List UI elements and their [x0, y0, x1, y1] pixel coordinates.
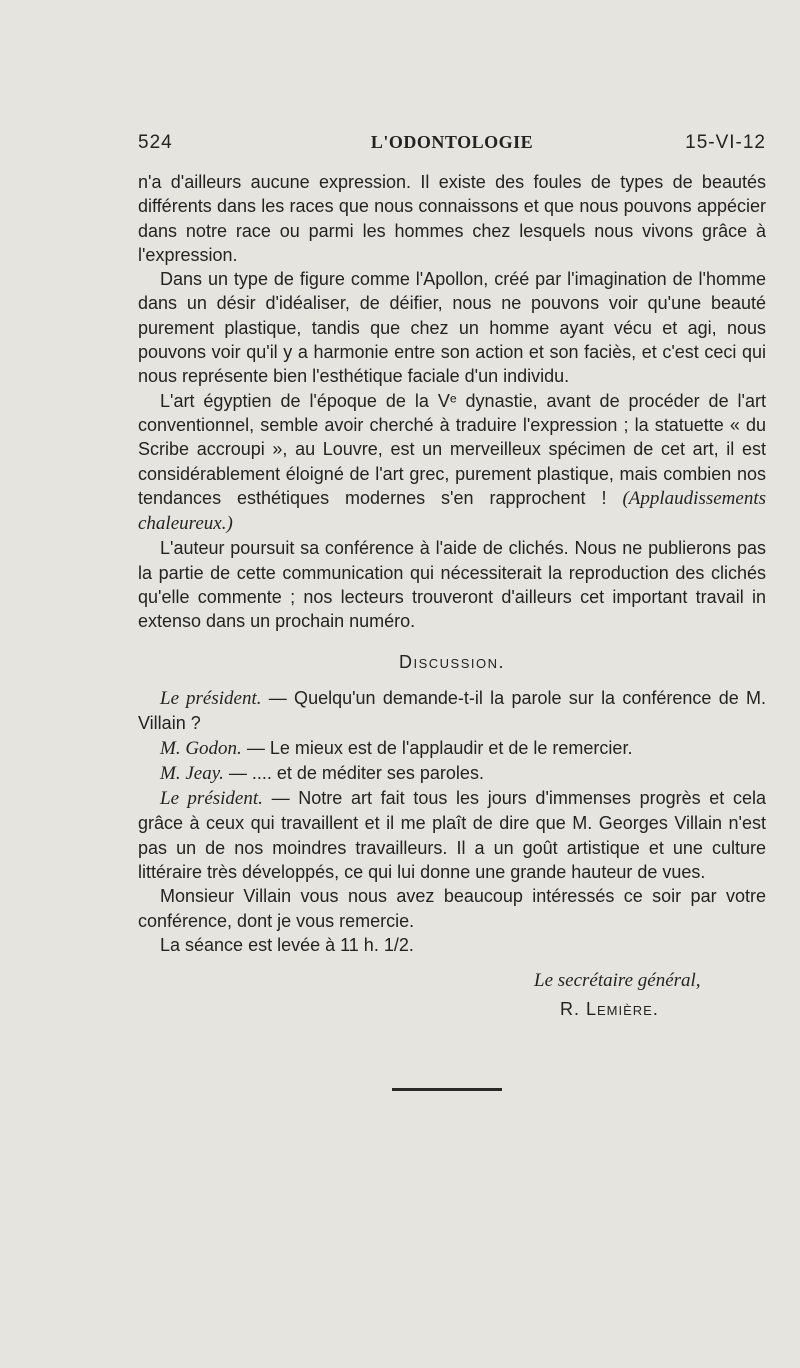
- paragraph-2: Dans un type de figure comme l'Apollon, créé par l'imagination de l'homme dans un désir d'idéaliser, de déifier, nous ne pouvons voir qu'une beauté purement plastique, tandis que chez un homme ayant vécu et agi, nous pouvons voir qu'il y a harmonie entre son action et son faciès, et c'est ceci qui nous représente bien l'esthétique faciale d'un individu.: [138, 269, 766, 387]
- speaker-name: M. Godon.: [160, 737, 242, 759]
- issue-date: 15-VI-12: [685, 132, 766, 153]
- signature-block: [138, 967, 766, 1023]
- discussion-item: [138, 761, 766, 786]
- applause-note: (Applaudissements chaleureux.): [138, 487, 766, 535]
- page-header: [138, 132, 766, 158]
- adjournment-line: La séance est levée à 11 h. 1/2.: [160, 934, 414, 955]
- discussion-item: [138, 686, 766, 736]
- closing-paragraph: Monsieur Villain vous nous avez beaucoup intéressés ce soir par votre conférence, dont je vous remercie.: [138, 886, 766, 931]
- paragraph-3-text: L'art égyptien de l'époque de la Vᵉ dynastie, avant de procéder de l'art conventionnel, semble avoir cherché à traduire l'expression ; la statuette « du Scribe accroupi », au Louvre, est un merveilleux spécimen de cet art, il est considérablement éloigné de l'art grec, purement plastique, mais combien nos tendances esthétiques modernes s'en rapprochent !: [138, 390, 766, 508]
- speaker-name: Le président.: [160, 788, 263, 810]
- end-rule: [392, 1088, 502, 1091]
- paragraph-1: n'a d'ailleurs aucune expression. Il existe des foules de types de beautés différents dans les races que nous connaissons et que nous pouvons appécier dans notre race ou parmi les hommes chez lesquels nous vivons grâce à l'expression.: [138, 172, 766, 265]
- signature-title: Le secrétaire général,: [534, 970, 701, 992]
- document-page: [138, 132, 766, 1023]
- body-text: [138, 170, 766, 957]
- speaker-text: — Quelqu'un demande-t-il la parole sur la conférence de M. Villain ?: [138, 687, 766, 734]
- speaker-name: M. Jeay.: [160, 762, 224, 784]
- discussion-item: [138, 736, 766, 761]
- journal-title: L'ODONTOLOGIE: [370, 132, 534, 152]
- discussion-item: [138, 786, 766, 884]
- discussion-heading: Discussion.: [398, 651, 505, 672]
- signature-name: R. Lemière.: [560, 999, 659, 1020]
- speaker-text: — Notre art fait tous les jours d'immenses progrès et cela grâce à ceux qui travaillent et il me plaît de dire que M. Georges Villain n'est pas un de nos moindres travailleurs. Il a un goût artistique et une culture littéraire très développés, ce qui lui donne une grande hauteur de vues.: [138, 788, 767, 883]
- paragraph-4: L'auteur poursuit sa conférence à l'aide de clichés. Nous ne publierons pas la partie de cette communication qui nécessiterait la reproduction des clichés qu'elle commente ; nos lecteurs trouveront d'ailleurs cet important travail in extenso dans un prochain numéro.: [138, 538, 766, 632]
- paragraph-3: [138, 389, 766, 537]
- page-number: 524: [138, 132, 173, 153]
- speaker-name: Le président.: [160, 687, 262, 709]
- speaker-text: — .... et de méditer ses paroles.: [223, 762, 484, 783]
- speaker-text: — Le mieux est de l'applaudir et de le remercier.: [241, 737, 633, 758]
